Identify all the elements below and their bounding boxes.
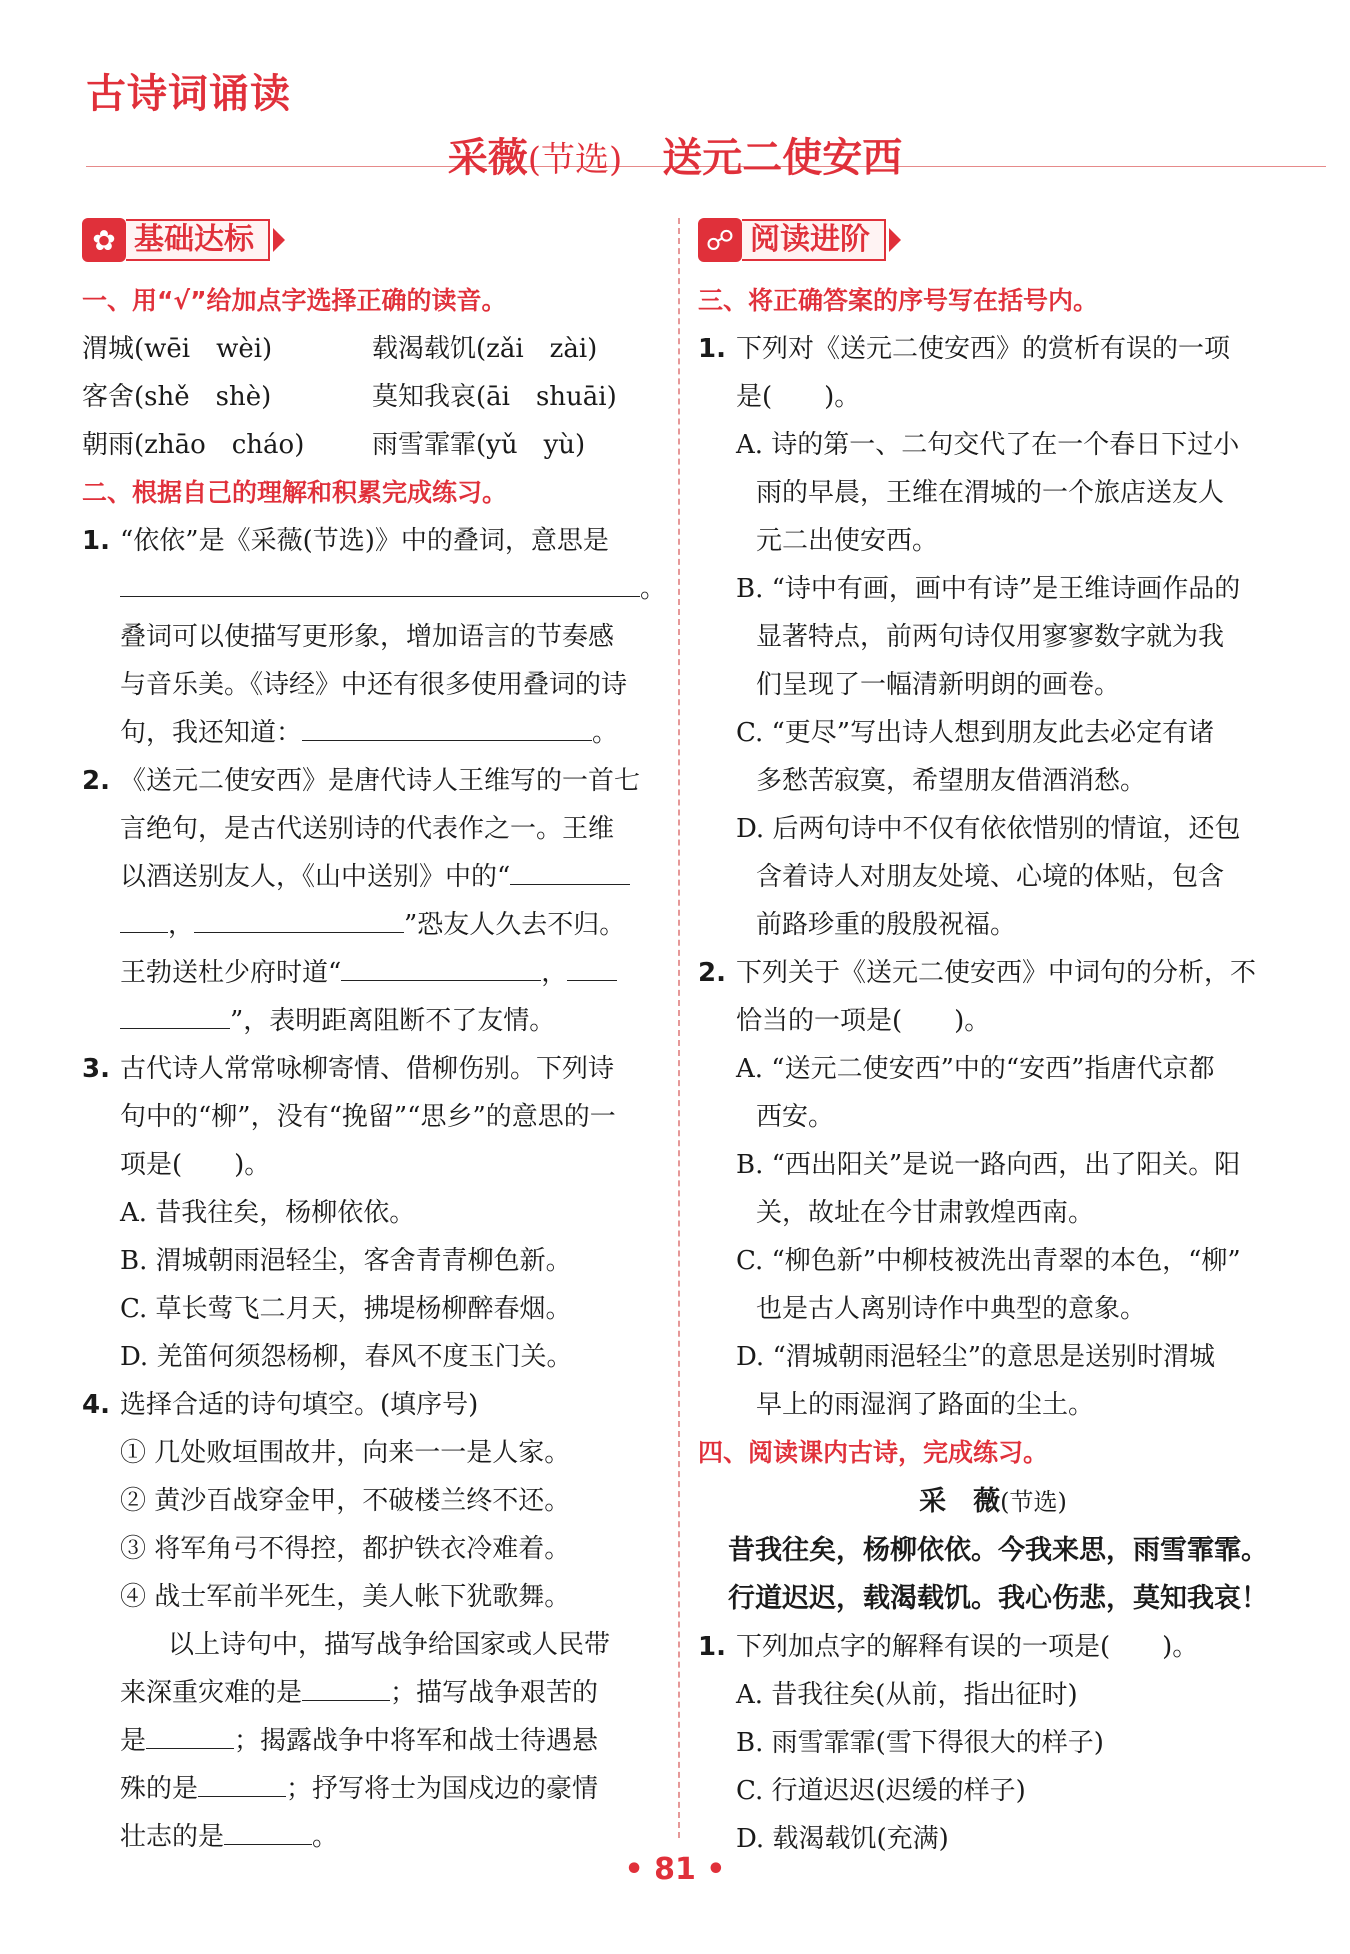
question-4-text: 以上诗句中，描写战争给国家或人民带 bbox=[168, 1630, 611, 1660]
lesson-title-1-sub: (节选) bbox=[527, 140, 623, 180]
option-a-cont: 西安。 bbox=[756, 1102, 835, 1132]
question-1-text: 叠词可以使描写更形象，增加语言的节奏感 bbox=[120, 622, 615, 652]
option-c[interactable]: C. “柳色新”中柳枝被洗出青翠的本色，“柳” bbox=[736, 1246, 1241, 1276]
question-r1-text: 是( )。 bbox=[736, 382, 861, 412]
answer-blank[interactable] bbox=[224, 1814, 312, 1845]
question-3-text: 句中的“柳”，没有“挽留”“思乡”的意思的一 bbox=[120, 1102, 616, 1132]
option-d[interactable]: D. “渭城朝雨浥轻尘”的意思是送别时渭城 bbox=[736, 1342, 1216, 1372]
option-c-cont: 多愁苦寂寞，希望朋友借酒消愁。 bbox=[756, 766, 1147, 796]
answer-blank[interactable] bbox=[120, 566, 640, 597]
question-1-text: 句，我还知道： 。 bbox=[82, 709, 662, 757]
column-divider bbox=[678, 218, 680, 1838]
option-d-cont: 早上的雨湿润了路面的尘土。 bbox=[756, 1390, 1095, 1420]
badge-reading bbox=[698, 215, 1288, 265]
poem-line: 行道迟迟，载渴载饥。我心伤悲，莫知我哀！ bbox=[728, 1583, 1268, 1614]
pinyin-item[interactable]: 载渴载饥(zǎi zài) bbox=[372, 334, 598, 364]
poem-line: 昔我往矣，杨柳依依。今我来思，雨雪霏霏。 bbox=[728, 1535, 1268, 1566]
question-4-text: 壮志的是 。 bbox=[82, 1813, 662, 1861]
option-d-cont: 含着诗人对朋友处境、心境的体贴，包含 bbox=[756, 862, 1225, 892]
section-4-heading: 四、阅读课内古诗，完成练习。 bbox=[698, 1438, 1049, 1467]
question-r1-line: 1. 下列对《送元二使安西》的赏析有误的一项 bbox=[698, 334, 1231, 364]
poem-option: ③ 将军角弓不得控，都护铁衣冷难着。 bbox=[120, 1534, 571, 1564]
answer-blank[interactable] bbox=[120, 998, 230, 1029]
question-2-text: ”，表明距离阻断不了友情。 bbox=[82, 997, 662, 1045]
page-number: • 81 • bbox=[624, 1852, 726, 1887]
pinyin-row bbox=[82, 373, 662, 421]
question-4-text: 是 ；揭露战争中将军和战士待遇悬 bbox=[82, 1717, 662, 1765]
option-a[interactable]: A. 诗的第一、二句交代了在一个春日下过小 bbox=[736, 430, 1240, 460]
question-4-line: 4. 选择合适的诗句填空。(填序号) bbox=[82, 1390, 479, 1420]
answer-blank[interactable] bbox=[146, 1718, 234, 1749]
question-r2-line: 2. 下列关于《送元二使安西》中词句的分析，不 bbox=[698, 958, 1257, 988]
question-1-blank: 。 bbox=[82, 565, 662, 613]
right-column bbox=[698, 215, 1288, 1863]
option-c[interactable]: C. 行道迟迟(迟缓的样子) bbox=[736, 1776, 1026, 1806]
answer-blank[interactable] bbox=[341, 950, 541, 981]
lesson-titles bbox=[0, 126, 1350, 183]
question-2-text: 王勃送杜少府时道“ ， bbox=[82, 949, 662, 997]
badge-arrow-icon bbox=[889, 228, 901, 252]
option-c[interactable]: C. “更尽”写出诗人想到朋友此去必定有诸 bbox=[736, 718, 1215, 748]
pinyin-item[interactable]: 莫知我哀(āi shuāi) bbox=[372, 382, 617, 412]
answer-blank[interactable] bbox=[194, 902, 404, 933]
answer-blank[interactable] bbox=[120, 902, 168, 933]
option-a[interactable]: A. 昔我往矣，杨柳依依。 bbox=[120, 1198, 416, 1228]
option-b[interactable]: B. 雨雪霏霏(雪下得很大的样子) bbox=[736, 1728, 1104, 1758]
pinyin-row bbox=[82, 325, 662, 373]
left-column bbox=[82, 215, 667, 1861]
question-1-text: 与音乐美。《诗经》中还有很多使用叠词的诗 bbox=[120, 670, 628, 700]
question-4-text: 殊的是 ；抒写将士为国戍边的豪情 bbox=[82, 1765, 662, 1813]
option-c-cont: 也是古人离别诗作中典型的意象。 bbox=[756, 1294, 1147, 1324]
option-b[interactable]: B. “诗中有画，画中有诗”是王维诗画作品的 bbox=[736, 574, 1241, 604]
question-r3-line: 1. 下列加点字的解释有误的一项是( )。 bbox=[698, 1632, 1199, 1662]
poem-title: 采 薇(节选) bbox=[919, 1486, 1067, 1517]
question-1-line: 1. “依依”是《采薇(节选)》中的叠词，意思是 bbox=[82, 526, 609, 556]
badge-arrow-icon bbox=[273, 228, 285, 252]
answer-blank[interactable] bbox=[567, 950, 617, 981]
gear-icon: ✿ bbox=[82, 218, 126, 262]
question-2-text: 言绝句，是古代送别诗的代表作之一。王维 bbox=[120, 814, 615, 844]
option-d[interactable]: D. 后两句诗中不仅有依依惜别的情谊，还包 bbox=[736, 814, 1241, 844]
pinyin-row bbox=[82, 421, 662, 469]
option-d[interactable]: D. 载渴载饥(充满) bbox=[736, 1824, 949, 1854]
section-3-heading: 三、将正确答案的序号写在括号内。 bbox=[698, 286, 1099, 315]
poem-option: ② 黄沙百战穿金甲，不破楼兰终不还。 bbox=[120, 1486, 571, 1516]
pinyin-item[interactable]: 客舍(shě shè) bbox=[82, 382, 272, 412]
option-a[interactable]: A. “送元二使安西”中的“安西”指唐代京都 bbox=[736, 1054, 1215, 1084]
answer-blank[interactable] bbox=[302, 710, 592, 741]
question-r2-text: 恰当的一项是( )。 bbox=[736, 1006, 991, 1036]
option-d-cont: 前路珍重的殷殷祝福。 bbox=[756, 910, 1017, 940]
badge-reading-label: 阅读进阶 bbox=[742, 219, 886, 261]
option-a-cont: 元二出使安西。 bbox=[756, 526, 939, 556]
question-3-line: 3. 古代诗人常常咏柳寄情、借柳伤别。下列诗 bbox=[82, 1054, 615, 1084]
option-b-cont: 关，故址在今甘肃敦煌西南。 bbox=[756, 1198, 1095, 1228]
option-a-cont: 雨的早晨，王维在渭城的一个旅店送友人 bbox=[756, 478, 1225, 508]
page-title: 古诗词诵读 bbox=[86, 71, 291, 117]
pinyin-item[interactable]: 朝雨(zhāo cháo) bbox=[82, 430, 305, 460]
option-a[interactable]: A. 昔我往矣(从前，指出征时) bbox=[736, 1680, 1078, 1710]
badge-basic bbox=[82, 215, 662, 265]
option-b-cont: 显著特点，前两句诗仅用寥寥数字就为我 bbox=[756, 622, 1225, 652]
option-d[interactable]: D. 羌笛何须怨杨柳，春风不度玉门关。 bbox=[120, 1342, 573, 1372]
section-2-heading: 二、根据自己的理解和积累完成练习。 bbox=[82, 478, 508, 507]
question-2-line: 2. 《送元二使安西》是唐代诗人王维写的一首七 bbox=[82, 766, 641, 796]
lesson-title-2: 送元二使安西 bbox=[662, 135, 903, 181]
option-b[interactable]: B. 渭城朝雨浥轻尘，客舍青青柳色新。 bbox=[120, 1246, 572, 1276]
answer-blank[interactable] bbox=[302, 1670, 390, 1701]
lesson-title-1: 采薇 bbox=[447, 135, 528, 181]
question-2-text: ， ”恐友人久去不归。 bbox=[82, 901, 662, 949]
poem-option: ① 几处败垣围故井，向来一一是人家。 bbox=[120, 1438, 571, 1468]
runner-icon: ☍ bbox=[698, 218, 742, 262]
option-b-cont: 们呈现了一幅清新明朗的画卷。 bbox=[756, 670, 1121, 700]
poem-option: ④ 战士军前半死生，美人帐下犹歌舞。 bbox=[120, 1582, 571, 1612]
section-1-heading: 一、用“√”给加点字选择正确的读音。 bbox=[82, 286, 507, 315]
answer-blank[interactable] bbox=[198, 1766, 286, 1797]
question-3-text: 项是( )。 bbox=[120, 1150, 271, 1180]
answer-blank[interactable] bbox=[510, 854, 630, 885]
question-4-text: 来深重灾难的是 ；描写战争艰苦的 bbox=[82, 1669, 662, 1717]
pinyin-item[interactable]: 雨雪霏霏(yǔ yù) bbox=[372, 430, 586, 460]
pinyin-item[interactable]: 渭城(wēi wèi) bbox=[82, 334, 273, 364]
badge-basic-label: 基础达标 bbox=[126, 219, 270, 261]
option-c[interactable]: C. 草长莺飞二月天，拂堤杨柳醉春烟。 bbox=[120, 1294, 572, 1324]
question-2-text: 以酒送别友人，《山中送别》中的“ bbox=[82, 853, 662, 901]
option-b[interactable]: B. “西出阳关”是说一路向西，出了阳关。阳 bbox=[736, 1150, 1241, 1180]
